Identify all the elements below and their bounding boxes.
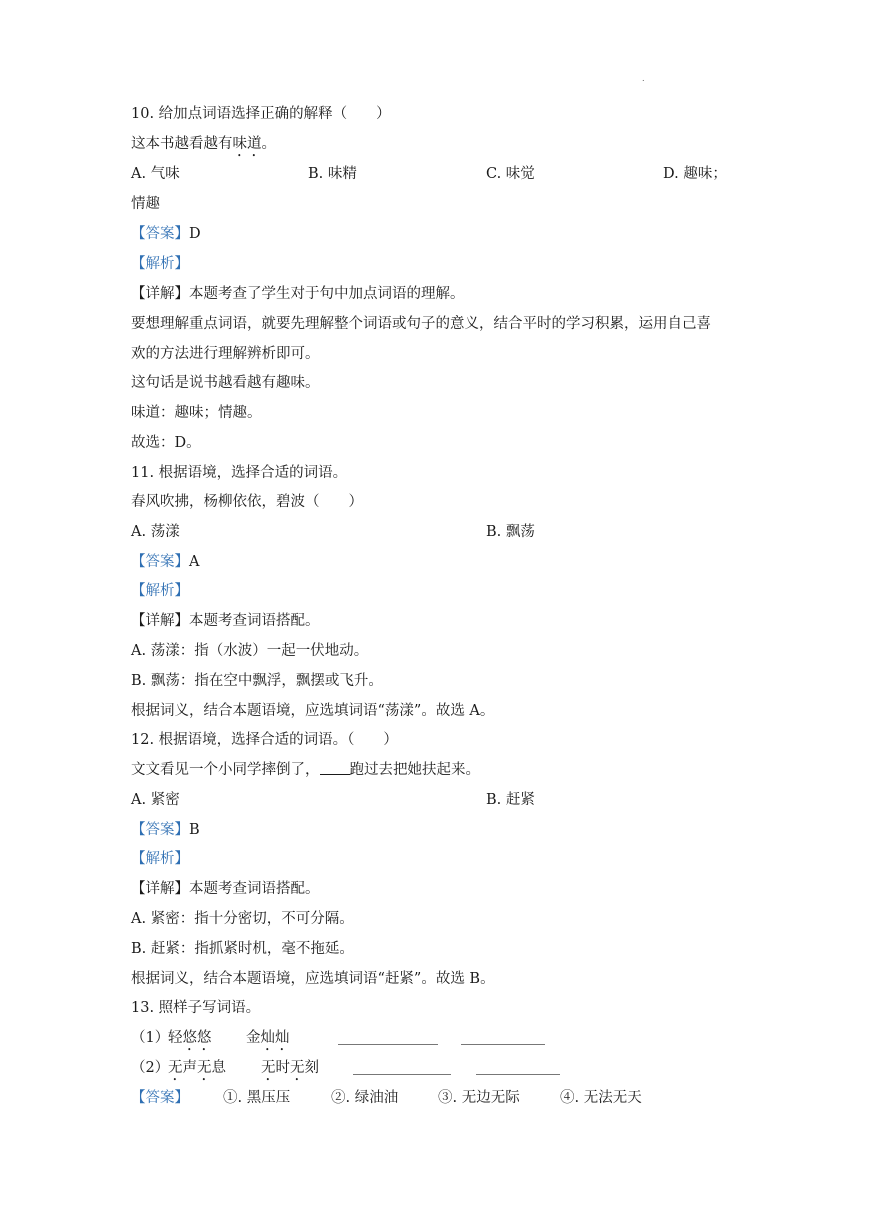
q12-stem: 12. 根据语境，选择合适的词语。（ ） bbox=[131, 732, 398, 748]
q11-option-a: A. 荡漾 bbox=[131, 524, 180, 540]
q13-row2-ex2-c2: 时 bbox=[275, 1060, 290, 1076]
q10-emphasized-word: 味道 bbox=[232, 136, 262, 152]
q13-answer-label: 【答案】 bbox=[131, 1090, 189, 1106]
q11-analysis-label: 【解析】 bbox=[131, 583, 189, 599]
q10-analysis-label: 【解析】 bbox=[131, 256, 189, 272]
q13-row2-example1 bbox=[168, 1057, 226, 1084]
q10-p4: 味道：趣味；情趣。 bbox=[131, 405, 262, 421]
q12-p1: A. 紧密：指十分密切，不可分隔。 bbox=[131, 911, 354, 927]
q10-p1: 要想理解重点词语，就要先理解整个词语或句子的意义，结合平时的学习积累，运用自己喜 bbox=[131, 316, 711, 332]
q10-sentence-post: 。 bbox=[261, 136, 276, 152]
q10-sentence bbox=[131, 133, 739, 160]
q12-detail: 【详解】本题考查词语搭配。 bbox=[131, 881, 320, 897]
q11-p2: B. 飘荡：指在空中飘浮，飘摆或飞升。 bbox=[131, 673, 383, 689]
q10-option-d: D. 趣味； bbox=[663, 166, 727, 182]
q13-answer-1: ①. 黑压压 bbox=[223, 1090, 291, 1106]
q10-p3: 这句话是说书越看越有趣味。 bbox=[131, 375, 320, 391]
q13-row1-num: （1） bbox=[131, 1030, 170, 1046]
q13-answer-3: ③. 无边无际 bbox=[438, 1090, 520, 1106]
q13-row2-ex2-c4: 刻 bbox=[304, 1060, 319, 1076]
q10-p5: 故选：D。 bbox=[131, 435, 201, 451]
q11-answer-label: 【答案】 bbox=[131, 554, 189, 570]
q13-row2-blank2 bbox=[476, 1073, 560, 1075]
q12-answer bbox=[131, 819, 739, 841]
q13-stem: 13. 照样子写词语。 bbox=[131, 1000, 261, 1016]
q11-option-b: B. 飘荡 bbox=[486, 524, 535, 540]
q13-row2-num: （2） bbox=[131, 1060, 170, 1076]
q13-row2-ex1-c1: 无 bbox=[168, 1060, 183, 1076]
q13-row2-blank1 bbox=[353, 1073, 451, 1075]
q10-detail: 【详解】本题考查了学生对于句中加点词语的理解。 bbox=[131, 286, 465, 302]
q11-answer bbox=[131, 551, 739, 573]
q13-row1-blank1 bbox=[338, 1043, 438, 1045]
header-mark: . bbox=[642, 74, 645, 83]
q11-detail: 【详解】本题考查词语搭配。 bbox=[131, 613, 320, 629]
q12-answer-label: 【答案】 bbox=[131, 822, 189, 838]
q10-answer-label: 【答案】 bbox=[131, 226, 189, 242]
q12-option-a: A. 紧密 bbox=[131, 792, 180, 808]
q13-row1-ex1-dotted: 悠悠 bbox=[182, 1030, 212, 1046]
q13-row1-example2 bbox=[246, 1027, 290, 1054]
q12-p3: 根据词义，结合本题语境，应选填词语“赶紧”。故选 B。 bbox=[131, 971, 495, 987]
q13-row1-blank2 bbox=[461, 1043, 545, 1045]
q10-answer-value: D bbox=[189, 226, 201, 242]
q13-row2-ex1-c2: 声 bbox=[182, 1060, 197, 1076]
q11-p3: 根据词义，结合本题语境，应选填词语“荡漾”。故选 A。 bbox=[131, 703, 495, 719]
q12-blank bbox=[320, 760, 350, 775]
q13-row1-ex2-dotted: 灿灿 bbox=[260, 1030, 290, 1046]
q13-row2-example2 bbox=[261, 1057, 319, 1084]
q10-option-d-cont: 情趣 bbox=[131, 196, 160, 212]
q11-stem: 11. 根据语境，选择合适的词语。 bbox=[131, 465, 348, 481]
q13-answer-2: ②. 绿油油 bbox=[331, 1090, 399, 1106]
q10-sentence-pre: 这本书越看越有 bbox=[131, 136, 233, 152]
q13-row2-ex1-c3: 无 bbox=[197, 1060, 212, 1076]
q12-option-b: B. 赶紧 bbox=[486, 792, 535, 808]
q10-option-a: A. 气味 bbox=[131, 166, 180, 182]
q12-sentence-post: 跑过去把她扶起来。 bbox=[349, 762, 480, 778]
q12-analysis-label: 【解析】 bbox=[131, 851, 189, 867]
q13-answer-4: ④. 无法无天 bbox=[560, 1090, 642, 1106]
q11-p1: A. 荡漾：指（水波）一起一伏地动。 bbox=[131, 643, 369, 659]
q10-option-c: C. 味觉 bbox=[486, 166, 535, 182]
q12-p2: B. 赶紧：指抓紧时机，毫不拖延。 bbox=[131, 941, 354, 957]
q13-row1-ex2-char: 金 bbox=[246, 1030, 261, 1046]
q12-sentence bbox=[131, 759, 739, 781]
q10-stem: 10. 给加点词语选择正确的解释（ ） bbox=[131, 106, 391, 122]
q13-row2-ex2-c1: 无 bbox=[261, 1060, 276, 1076]
q13-row1-ex1-char: 轻 bbox=[168, 1030, 183, 1046]
q13-row2-ex1-c4: 息 bbox=[211, 1060, 226, 1076]
q11-answer-value: A bbox=[189, 554, 200, 570]
q13-row2-ex2-c3: 无 bbox=[290, 1060, 305, 1076]
q10-answer bbox=[131, 223, 739, 245]
q13-row1-example1 bbox=[168, 1027, 212, 1054]
q10-p2: 欢的方法进行理解辨析即可。 bbox=[131, 346, 320, 362]
q10-option-b: B. 味精 bbox=[308, 166, 357, 182]
q12-answer-value: B bbox=[189, 822, 200, 838]
q11-sentence: 春风吹拂，杨柳依依，碧波（ ） bbox=[131, 494, 363, 510]
q12-sentence-pre: 文文看见一个小同学摔倒了， bbox=[131, 762, 320, 778]
